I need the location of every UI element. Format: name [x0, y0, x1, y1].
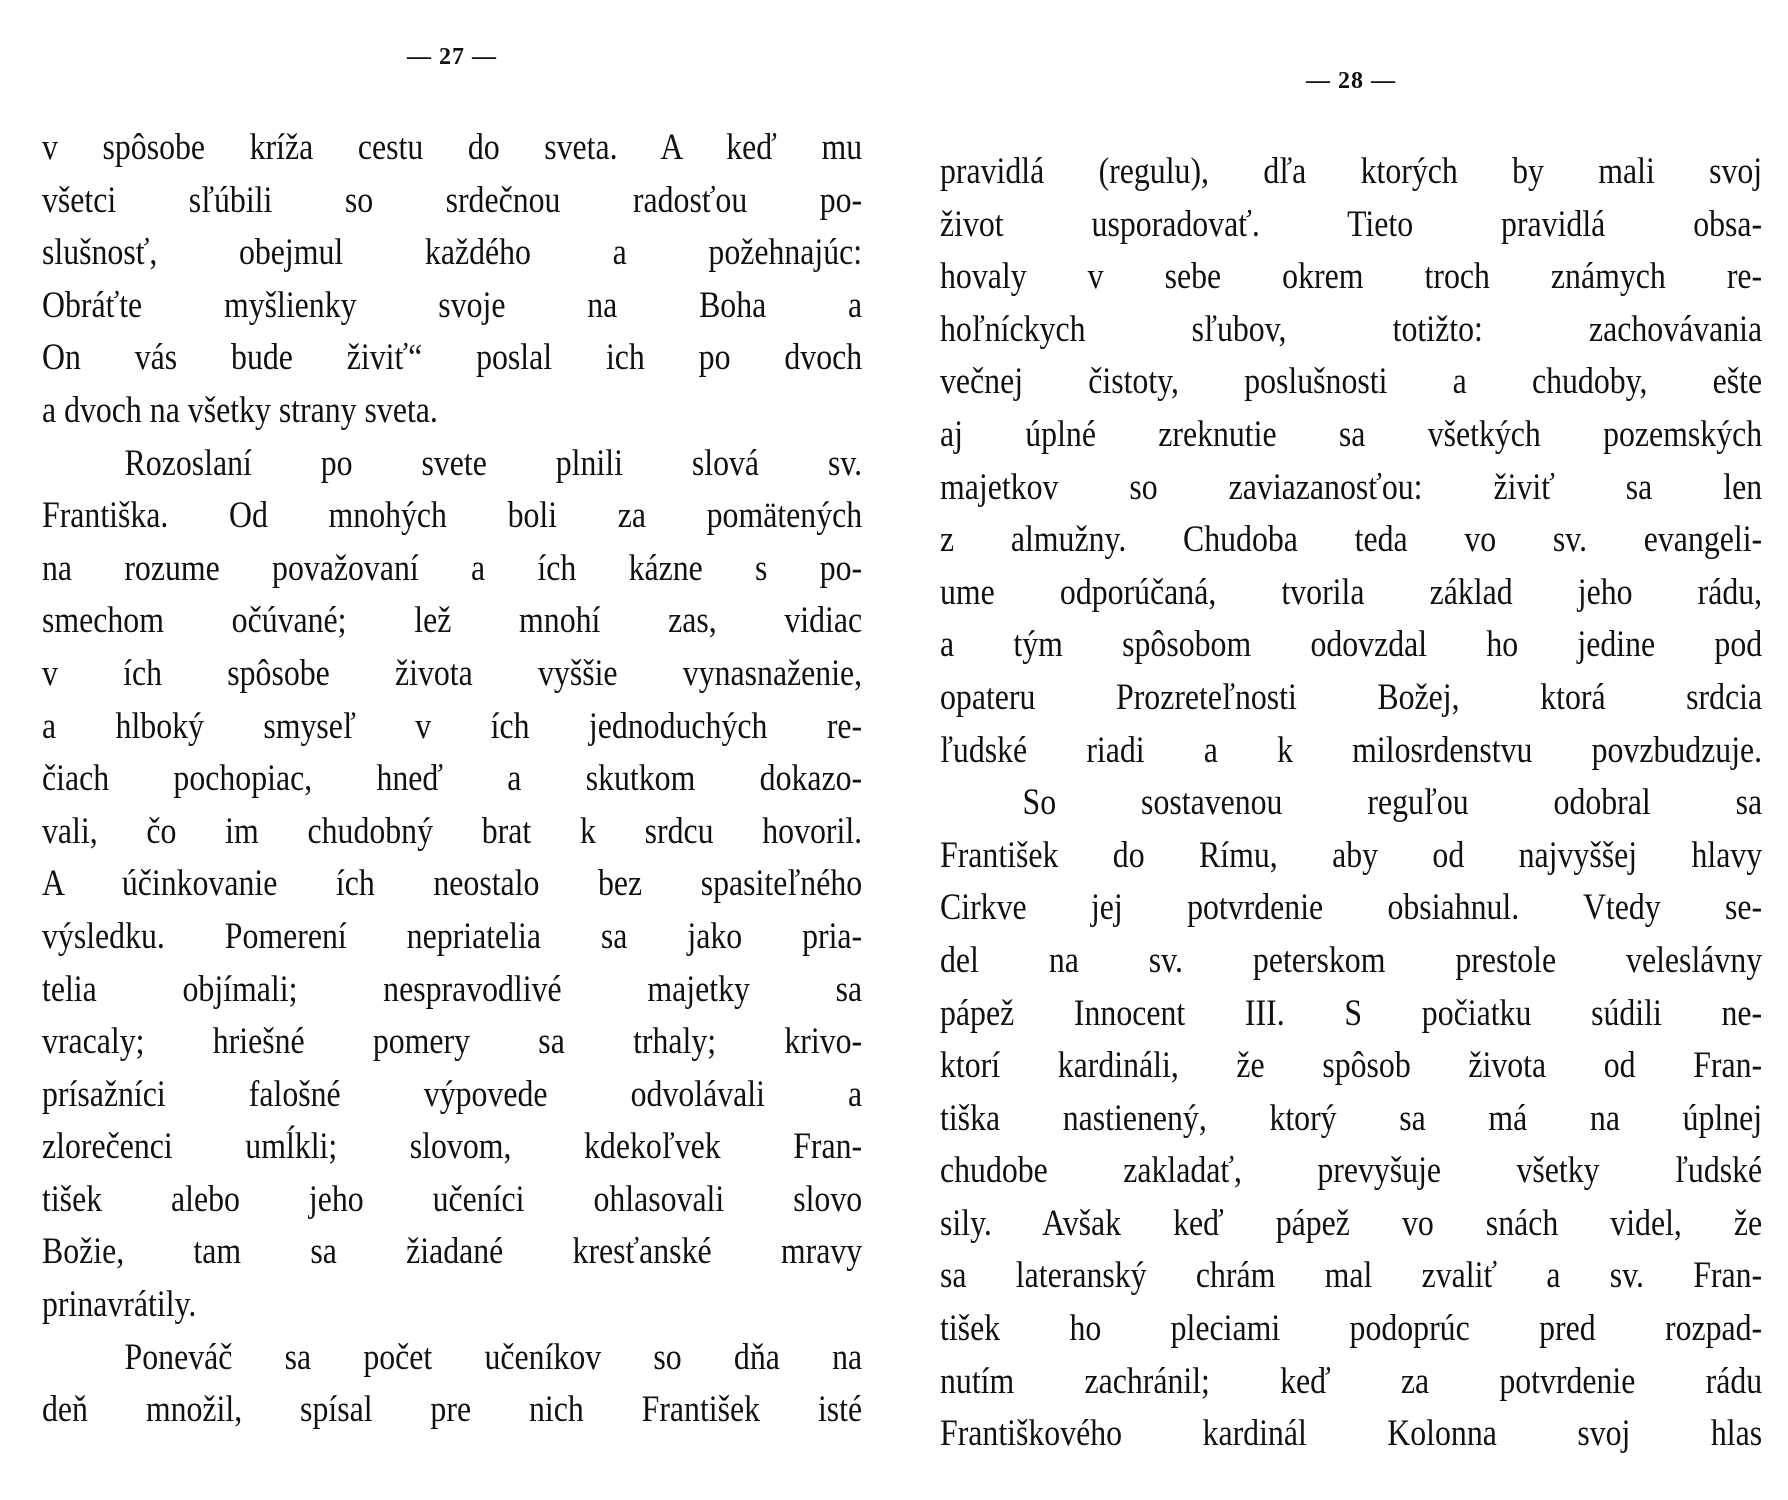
text-line: ktorí kardináli, že spôsob života od Fran-	[940, 1045, 1763, 1087]
text-line: večnej čistoty, poslušnosti a chudoby, ešte	[940, 361, 1763, 403]
text-line: pravidlá (regulu), dľa ktorých by mali svoj	[940, 151, 1763, 192]
text-line: tiška nastienený, ktorý sa má na úplnej	[940, 1097, 1763, 1139]
text-line: prísažníci falošné výpovede odvolávali a	[42, 1073, 863, 1115]
text-line: sa lateranský chrám mal zvaliť a sv. Fran-	[940, 1255, 1763, 1297]
text-line: deň množil, spísal pre nich František isté	[42, 1389, 863, 1431]
text-line: chudobe zakladať, prevyšuje všetky ľudské	[940, 1150, 1763, 1192]
text-line: Cirkve jej potvrdenie obsiahnul. Vtedy se-	[940, 887, 1763, 929]
text-line: na rozume považovaní a ích kázne s po-	[42, 547, 863, 589]
text-line: všetci sľúbili so srdečnou radosťou po-	[42, 179, 863, 221]
text-line: smechom očúvané; lež mnohí zas, vidiac	[42, 600, 863, 642]
text-line: On vás bude živiť“ poslal ich po dvoch	[42, 337, 863, 379]
text-line: aj úplné zreknutie sa všetkých pozemských	[940, 413, 1763, 455]
text-line: tišek ho pleciami podoprúc pred rozpad-	[940, 1308, 1763, 1350]
text-line: slušnosť, obejmul každého a požehnajúc:	[42, 232, 863, 274]
text-line: čiach pochopiac, hneď a skutkom dokazo-	[42, 758, 863, 800]
text-line: tišek alebo jeho učeníci ohlasovali slovo	[42, 1178, 863, 1220]
text-line: a dvoch na všetky strany sveta.	[42, 389, 438, 431]
text-line: vali, čo im chudobný brat k srdcu hovoril.	[42, 810, 863, 852]
text-line: nutím zachránil; keď za potvrdenie rádu	[940, 1360, 1763, 1402]
text-line: z almužny. Chudoba teda vo sv. evangeli-	[940, 519, 1763, 561]
text-line: Obráťte myšlienky svoje na Boha a	[42, 284, 863, 326]
text-line: hovaly v sebe okrem troch známych re-	[940, 256, 1763, 298]
text-line: sily. Avšak keď pápež vo snách videl, že	[940, 1202, 1763, 1244]
text-line: a hlboký smyseľ v ích jednoduchých re-	[42, 705, 863, 747]
text-line: a tým spôsobom odovzdal ho jedine pod	[940, 624, 1763, 666]
text-line: život usporadovať. Tieto pravidlá obsa-	[940, 203, 1763, 245]
text-line: výsledku. Pomerení nepriatelia sa jako pria-	[42, 915, 863, 957]
text-line: telia objímali; nespravodlivé majetky sa	[42, 968, 863, 1010]
text-line: hoľníckych sľubov, totižto: zachovávania	[940, 308, 1763, 350]
text-line: František do Rímu, aby od najvyššej hlavy	[940, 834, 1763, 876]
text-line: prinavrátily.	[42, 1284, 197, 1326]
text-line: ľudské riadi a k milosrdenstvu povzbudzuje.	[940, 729, 1763, 771]
text-line: Františka. Od mnohých boli za pomätených	[42, 495, 863, 537]
text-line: Poneváč sa počet učeníkov so dňa na	[124, 1336, 863, 1378]
text-line: Františkového kardinál Kolonna svoj hlas	[940, 1413, 1763, 1455]
text-line: del na sv. peterskom prestole veleslávny	[940, 939, 1763, 981]
text-line: ume odporúčaná, tvorila základ jeho rádu,	[940, 571, 1763, 613]
text-line: opateru Prozreteľnosti Božej, ktorá srdcia	[940, 676, 1763, 718]
text-line: So sostavenou reguľou odobral sa	[1022, 782, 1763, 824]
text-line: v spôsobe kríža cestu do sveta. A keď mu	[42, 127, 863, 168]
page-number: — 28 —	[1306, 68, 1396, 94]
page-text	[42, 122, 862, 1437]
text-line: pápež Innocent III. S počiatku súdili ne-	[940, 992, 1763, 1034]
text-line: zlorečenci umĺkli; slovom, kdekoľvek Fran-	[42, 1126, 863, 1168]
text-line: Božie, tam sa žiadané kresťanské mravy	[42, 1231, 863, 1273]
text-line: majetkov so zaviazanosťou: živiť sa len	[940, 466, 1763, 508]
page-text	[940, 146, 1762, 1461]
text-line: A účinkovanie ích neostalo bez spasiteľného	[42, 863, 863, 905]
page-number: — 27 —	[407, 44, 497, 70]
text-line: v ích spôsobe života vyššie vynasnaženie,	[42, 652, 863, 694]
text-line: vracaly; hriešné pomery sa trhaly; krivo-	[42, 1021, 863, 1063]
text-line: Rozoslaní po svete plnili slová sv.	[124, 442, 863, 484]
